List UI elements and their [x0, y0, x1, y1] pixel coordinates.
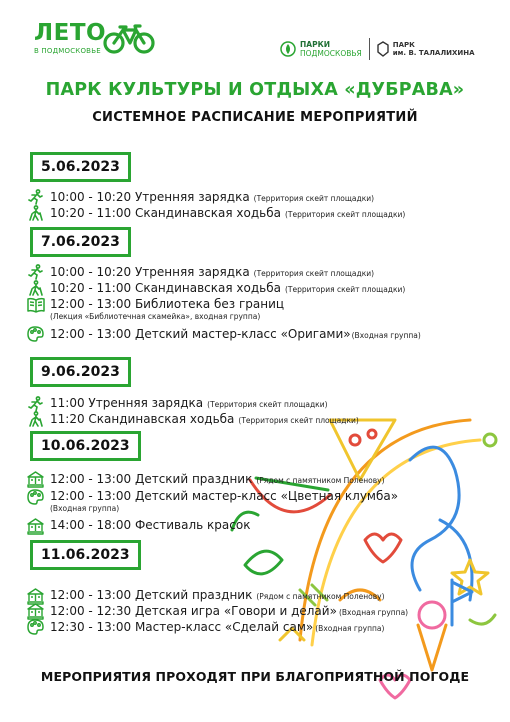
event-location: (Территория скейт площадки) [207, 400, 328, 409]
event-name: Детский мастер-класс «Оригами» [134, 327, 351, 341]
event-time: 10:20 - 11:00 [50, 281, 132, 295]
event-time: 12:00 - 12:30 [50, 604, 132, 618]
carousel-icon [27, 518, 44, 535]
event-row [50, 472, 385, 488]
book-icon [27, 297, 45, 313]
event-name: Фестиваль красок [134, 518, 251, 532]
walking-icon [28, 411, 44, 427]
event-row [50, 327, 421, 343]
walking-icon [28, 205, 44, 221]
event-note: (Лекция «Библиотечная скамейка», входная группа) [50, 312, 261, 321]
running-icon [28, 396, 44, 412]
palette-icon [27, 619, 44, 635]
talalikhin-park-logo [377, 41, 475, 57]
event-location: (Входная группа) [351, 331, 421, 340]
palette-icon [27, 326, 44, 342]
event-name: Детский праздник [134, 588, 253, 602]
park-logo-line2: им. В. ТАЛАЛИХИНА [392, 49, 475, 57]
parks-logo-line2: ПОДМОСКОВЬЯ [300, 49, 362, 58]
parks-podmoskovya-logo [280, 40, 362, 58]
event-row [50, 412, 359, 428]
leto-logo [34, 22, 106, 55]
event-row [50, 190, 374, 206]
date-box: 9.06.2023 [30, 357, 131, 387]
park-emblem-icon [377, 41, 389, 57]
event-location: (Территория скейт площадки) [253, 269, 375, 278]
event-name: Утренняя зарядка [134, 190, 250, 204]
event-time: 10:20 - 11:00 [50, 206, 132, 220]
event-name: Утренняя зарядка [134, 265, 250, 279]
event-name: Детский мастер-класс «Цветная клумба» [134, 489, 399, 503]
event-location: (Входная группа) [338, 608, 409, 617]
event-name: Скандинавская ходьба [134, 206, 281, 220]
event-row [50, 604, 408, 620]
event-time: 12:00 - 13:00 [50, 297, 132, 311]
event-time: 11:20 [50, 412, 85, 426]
date-box: 11.06.2023 [30, 540, 141, 570]
event-row [50, 620, 384, 636]
event-location: (Территория скейт площадки) [253, 194, 375, 203]
event-time: 12:30 - 13:00 [50, 620, 132, 634]
event-name: Скандинавская ходьба [88, 412, 235, 426]
event-name: Детский праздник [134, 472, 253, 486]
event-row [50, 518, 250, 532]
event-location: (Территория скейт площадки) [284, 210, 406, 219]
event-location: (Входная группа) [315, 624, 385, 633]
logo-divider [369, 38, 370, 60]
event-row [50, 206, 405, 222]
date-box: 10.06.2023 [30, 431, 141, 461]
running-icon [28, 189, 44, 205]
bicycle-icon [102, 24, 156, 54]
event-row [50, 297, 284, 311]
event-location: (Рядом с памятником Поленову) [256, 592, 385, 601]
leto-logo-subtitle: В ПОДМОСКОВЬЕ [34, 47, 101, 55]
event-name: Детская игра «Говори и делай» [134, 604, 337, 618]
running-icon [28, 264, 44, 280]
event-location: (Территория скейт площадки) [238, 416, 359, 425]
event-name: Скандинавская ходьба [134, 281, 281, 295]
event-time: 12:00 - 13:00 [50, 327, 132, 341]
event-name: Мастер-класс «Сделай сам» [134, 620, 314, 634]
date-box: 7.06.2023 [30, 227, 131, 257]
carousel-icon [27, 471, 44, 488]
parks-logo-line1: ПАРКИ [300, 40, 330, 49]
event-time: 11:00 [50, 396, 85, 410]
event-time: 12:00 - 13:00 [50, 472, 132, 486]
park-logo-line1: ПАРК [392, 41, 415, 49]
event-time: 12:00 - 13:00 [50, 588, 132, 602]
event-time: 10:00 - 10:20 [50, 265, 132, 279]
event-row [50, 396, 328, 412]
walking-icon [28, 280, 44, 296]
event-name: Библиотека без границ [134, 297, 285, 311]
event-row [50, 281, 405, 297]
event-row [50, 489, 398, 503]
leto-logo-word: ЛЕТО [34, 20, 107, 46]
event-row [50, 265, 374, 281]
event-row [50, 588, 385, 604]
event-time: 12:00 - 13:00 [50, 489, 132, 503]
event-note: (Входная группа) [50, 504, 120, 513]
event-time: 10:00 - 10:20 [50, 190, 132, 204]
carousel-icon [27, 603, 44, 620]
event-location: (Рядом с памятником Поленову) [256, 476, 385, 485]
event-location: (Территория скейт площадки) [284, 285, 406, 294]
weather-notice: МЕРОПРИЯТИЯ ПРОХОДЯТ ПРИ БЛАГОПРИЯТНОЙ ПОГОДЕ [40, 669, 470, 684]
page-title: ПАРК КУЛЬТУРЫ И ОТДЫХА «ДУБРАВА» [45, 80, 465, 100]
date-box: 5.06.2023 [30, 152, 131, 182]
parks-leaf-icon [280, 41, 296, 57]
partner-logos [280, 38, 475, 60]
event-time: 14:00 - 18:00 [50, 518, 132, 532]
palette-icon [27, 489, 44, 505]
event-name: Утренняя зарядка [88, 396, 204, 410]
page-subtitle: СИСТЕМНОЕ РАСПИСАНИЕ МЕРОПРИЯТИЙ [92, 110, 418, 125]
